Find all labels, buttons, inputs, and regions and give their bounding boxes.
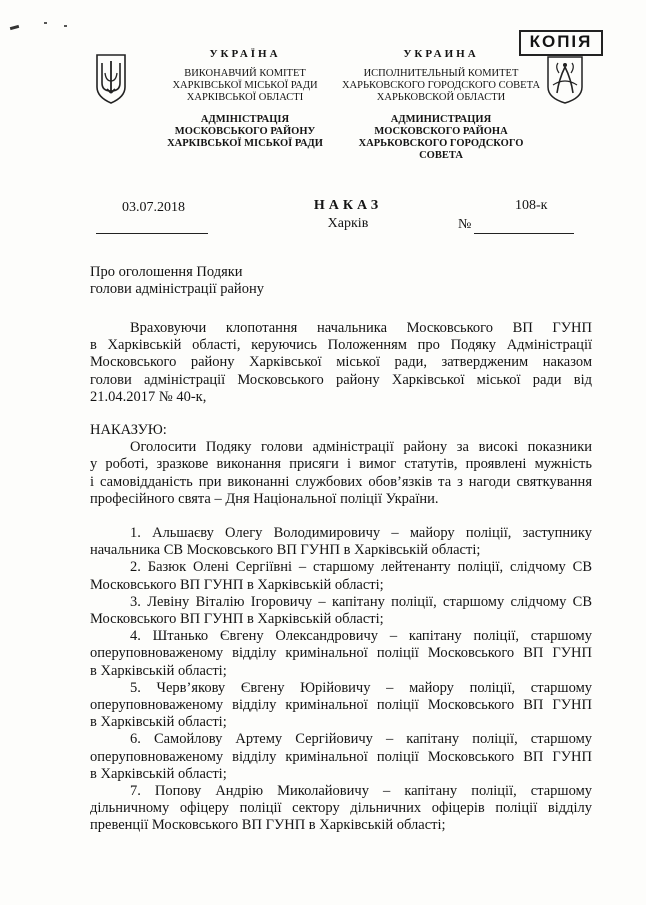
- list-item-line: начальника СВ Московського ВП ГУНП в Харківській області;: [90, 542, 481, 559]
- decision: [90, 439, 592, 508]
- list-item-line: превенції Московського ВП ГУНП в Харківській області;: [90, 817, 446, 834]
- trident-emblem-icon: [94, 53, 128, 105]
- date-underline: [96, 233, 208, 234]
- scan-mark: [10, 25, 19, 30]
- country-ru: УКРАИНА: [403, 48, 479, 60]
- list-item-line: Московського ВП ГУНП в Харківській області;: [90, 576, 384, 593]
- administration-line: ХАРКІВСЬКОЇ МІСЬКОЇ РАДИ: [167, 138, 323, 149]
- order-date: 03.07.2018: [122, 200, 185, 215]
- decision-line: Оголосити Подяку голови адміністрації району за високі показники: [130, 439, 592, 456]
- scan-mark: [44, 22, 47, 24]
- number-underline: [474, 233, 574, 234]
- preamble-line: Московського району Харківської міської ради, затвердженим наказом: [90, 354, 592, 371]
- administration-line: АДМИНИСТРАЦИЯ: [390, 114, 492, 125]
- list-item: [90, 594, 592, 628]
- preamble-line: Враховуючи клопотання начальника Московського ВП ГУНП: [130, 320, 592, 336]
- committee-line: ХАРЬКОВСКОЙ ОБЛАСТИ: [376, 92, 506, 103]
- scan-mark: [64, 25, 67, 27]
- list-item: [90, 628, 592, 680]
- list-item-line: оперуповноваженому відділу кримінальної поліції Московського ВП ГУНП: [90, 645, 592, 662]
- country-ua: УКРАЇНА: [209, 48, 281, 60]
- list-item-line: оперуповноваженому відділу кримінальної поліції Московського ВП ГУНП: [90, 697, 592, 714]
- decision-line: професійного свята – Дня Національної поліції України.: [90, 490, 439, 507]
- list-item: [90, 525, 592, 559]
- awardee-list: [90, 525, 592, 835]
- preamble: [90, 320, 592, 406]
- order-word: НАКАЗУЮ:: [90, 422, 167, 439]
- list-item-line: оперуповноваженому відділу кримінальної поліції Московського ВП ГУНП: [90, 748, 592, 765]
- list-item-line: в Харківській області;: [90, 714, 227, 731]
- order-number-sign: №: [458, 217, 472, 232]
- list-item-line: 4. Штанько Євгену Олександровичу – капітану поліції, старшому: [130, 628, 592, 645]
- list-item-line: в Харківській області;: [90, 765, 227, 782]
- preamble-line: 21.04.2017 № 40-к,: [90, 388, 207, 405]
- subject-line: Про оголошення Подяки: [90, 264, 243, 280]
- order-number-value: 108-к: [515, 198, 548, 213]
- list-item-line: 1. Альшаєву Олегу Володимировичу – майору поліції, заступнику: [130, 525, 592, 542]
- list-item: [90, 783, 592, 835]
- decision-line: і самовідданість при виконанні службових обов’язків та з нагоди святкування: [90, 473, 592, 490]
- administration-line: МОСКОВСКОГО РАЙОНА: [374, 126, 508, 137]
- preamble-line: голови адміністрації Московського району Харківської міської ради від: [90, 371, 592, 388]
- order-subject: [90, 264, 264, 298]
- administration-line: МОСКОВСЬКОГО РАЙОНУ: [174, 126, 316, 137]
- committee-line: ХАРЬКОВСКОГО ГОРОДСКОГО СОВЕТА: [341, 80, 541, 91]
- list-item: [90, 680, 592, 732]
- header-left: [150, 48, 340, 150]
- preamble-line: в Харківській області, керуючись Положенням про Подяку Адміністрації: [90, 337, 592, 354]
- copy-stamp: КОПІЯ: [519, 30, 603, 56]
- list-item: [90, 731, 592, 783]
- subject-line: голови адміністрації району: [90, 281, 264, 298]
- committee-line: ВИКОНАВЧИЙ КОМІТЕТ: [184, 68, 306, 79]
- order-city: Харків: [327, 216, 369, 231]
- document-body: [90, 320, 592, 835]
- order-title: НАКАЗ: [313, 198, 383, 213]
- list-item-line: дільничному офіцеру поліції сектору дільничних офіцерів поліції відділу: [90, 800, 592, 817]
- list-item: [90, 559, 592, 593]
- list-item-line: 7. Попову Андрію Миколайовичу – капітану поліції, старшому: [130, 783, 592, 800]
- list-item-line: Московського ВП ГУНП в Харківській області;: [90, 611, 384, 628]
- list-item-line: в Харківській області;: [90, 662, 227, 679]
- header-right: [336, 48, 546, 162]
- decision-line: у роботі, зразкове виконання присяги і вимог статутів, проявлені мужність: [90, 456, 592, 473]
- administration-line: АДМІНІСТРАЦІЯ: [200, 114, 290, 125]
- list-item-line: 5. Черв’якову Євгену Юрійовичу – майору поліції, старшому: [130, 679, 592, 696]
- committee-line: ХАРКІВСЬКОЇ МІСЬКОЇ РАДИ: [172, 80, 318, 91]
- list-item-line: 2. Базюк Олені Сергіївні – старшому лейтенанту поліції, слідчому СВ: [130, 559, 592, 576]
- list-item-line: 3. Левіну Віталію Ігоровичу – капітану поліції, старшому слідчому СВ: [130, 593, 592, 610]
- committee-line: ХАРКІВСЬКОЇ ОБЛАСТІ: [186, 92, 304, 103]
- kharkiv-emblem-icon: [545, 55, 585, 105]
- committee-line: ИСПОЛНИТЕЛЬНЫЙ КОМИТЕТ: [363, 68, 519, 79]
- administration-line: ХАРЬКОВСКОГО ГОРОДСКОГО СОВЕТА: [358, 138, 524, 161]
- list-item-line: 6. Самойлову Артему Сергійовичу – капітану поліції, старшому: [130, 731, 592, 748]
